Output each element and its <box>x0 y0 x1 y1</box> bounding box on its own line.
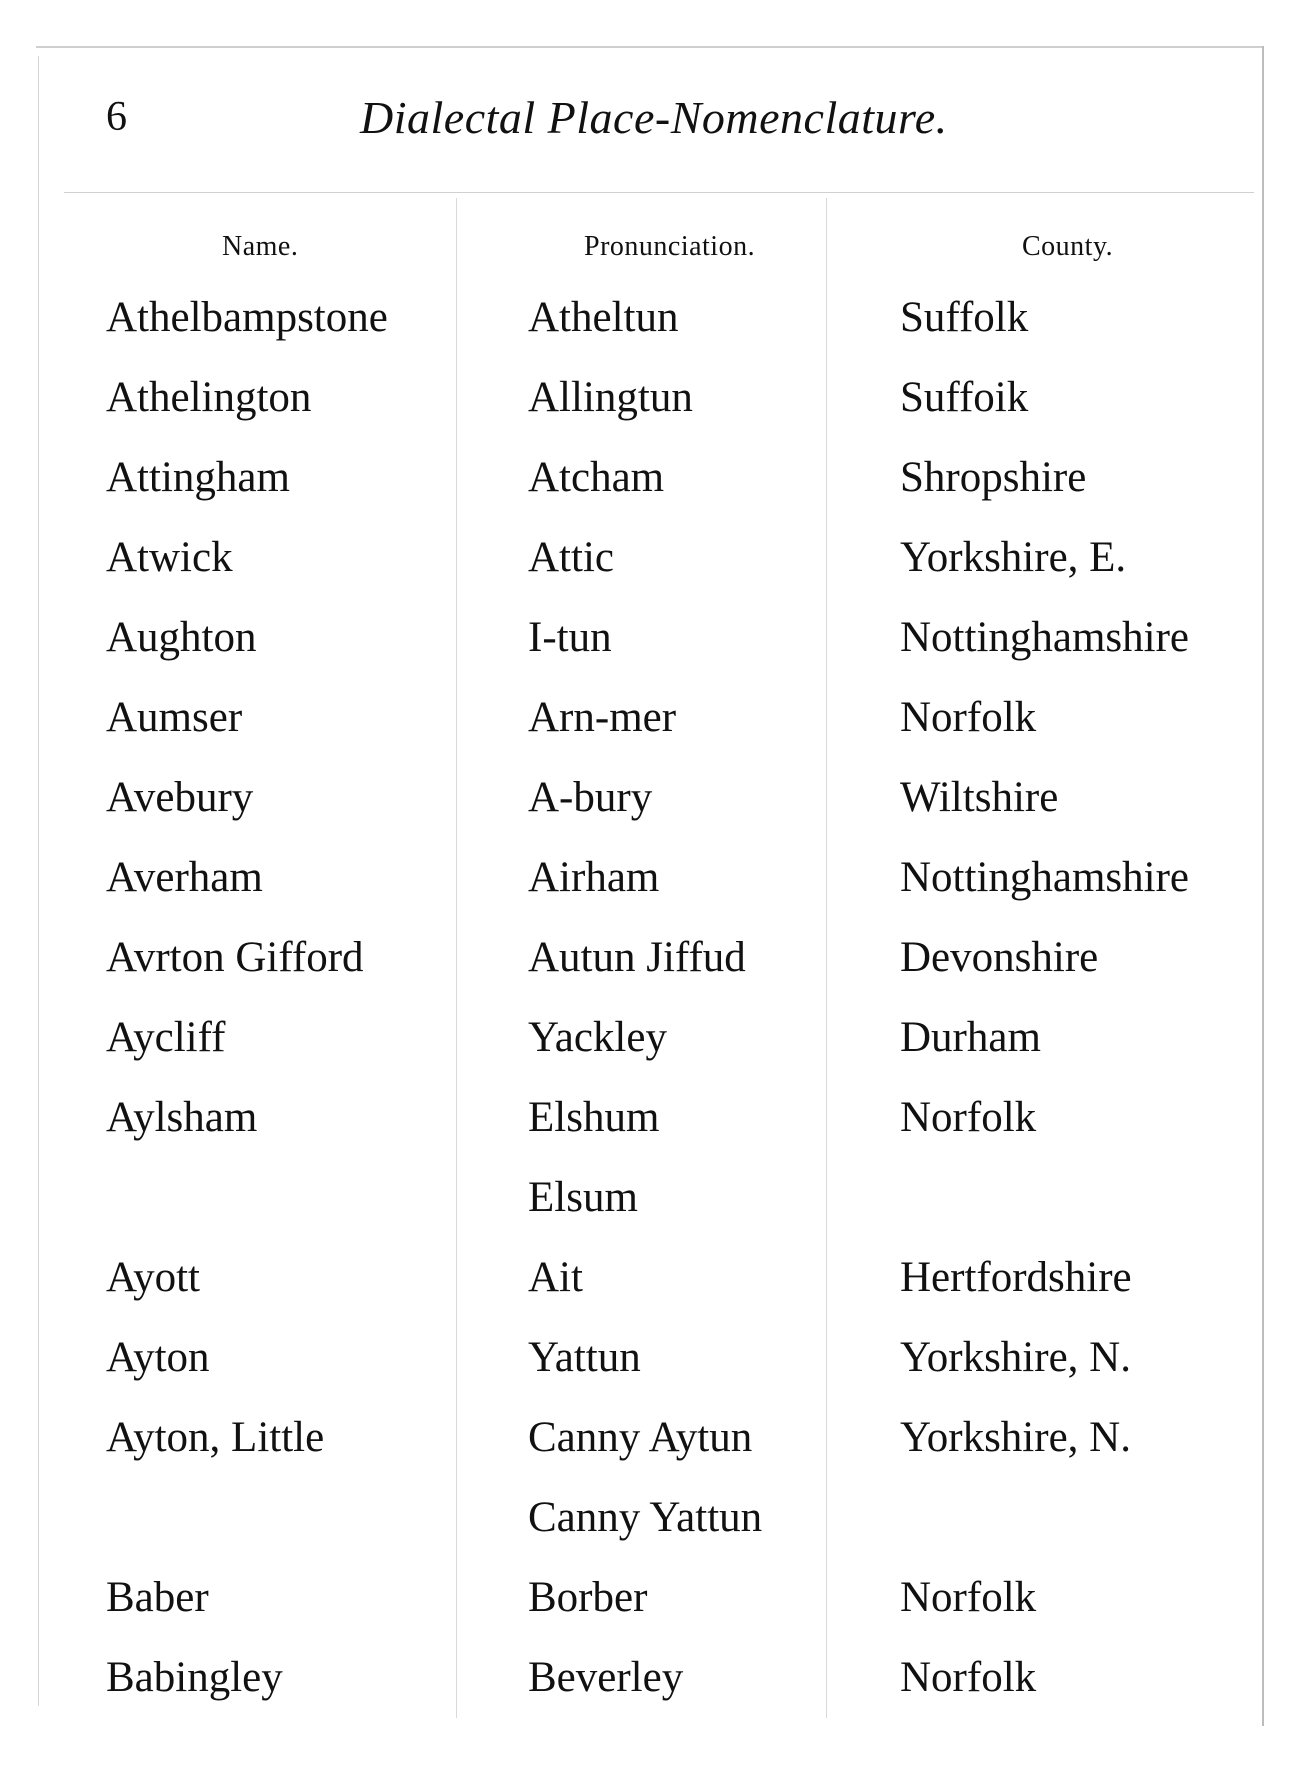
pronunciation-cell: Allingtun <box>528 374 693 421</box>
county-cell: Nottinghamshire <box>900 614 1190 661</box>
place-name-cell: Ayton, Little <box>106 1414 325 1461</box>
table-row <box>0 1490 1301 1570</box>
table-row <box>0 690 1301 770</box>
table-row <box>0 610 1301 690</box>
place-name-cell: Baber <box>106 1574 209 1621</box>
pronunciation-cell: Yattun <box>528 1334 641 1381</box>
table-row <box>0 930 1301 1010</box>
page-top-rule <box>36 46 1264 48</box>
pronunciation-cell: Attic <box>528 534 614 581</box>
pronunciation-cell: Borber <box>528 1574 648 1621</box>
pronunciation-cell: Elsum <box>528 1174 638 1221</box>
county-cell: Durham <box>900 1014 1041 1061</box>
place-name-cell: Athelbampstone <box>106 294 388 341</box>
county-cell: Devonshire <box>900 934 1099 981</box>
page-number: 6 <box>106 94 127 140</box>
county-cell: Hertfordshire <box>900 1254 1132 1301</box>
table-row <box>0 450 1301 530</box>
pronunciation-cell: A-bury <box>528 774 653 821</box>
column-heading-name: Name. <box>222 231 299 262</box>
county-cell: Norfolk <box>900 1574 1037 1621</box>
county-cell: Norfolk <box>900 694 1037 741</box>
place-name-cell: Averham <box>106 854 263 901</box>
table-row <box>0 850 1301 930</box>
pronunciation-cell: Beverley <box>528 1654 684 1701</box>
table-row <box>0 1330 1301 1410</box>
place-name-cell: Aylsham <box>106 1094 258 1141</box>
place-name-cell: Ayton <box>106 1334 210 1381</box>
table-row <box>0 1250 1301 1330</box>
place-name-cell: Ayott <box>106 1254 200 1301</box>
pronunciation-cell: Arn-mer <box>528 694 677 741</box>
place-name-cell: Aumser <box>106 694 243 741</box>
table-row <box>0 1410 1301 1490</box>
pronunciation-cell: Airham <box>528 854 660 901</box>
pronunciation-cell: I-tun <box>528 614 612 661</box>
pronunciation-cell: Autun Jiffud <box>528 934 746 981</box>
place-name-cell: Athelington <box>106 374 312 421</box>
pronunciation-cell: Atheltun <box>528 294 679 341</box>
county-cell: Suffolk <box>900 294 1029 341</box>
county-cell: Yorkshire, N. <box>900 1414 1131 1461</box>
pronunciation-cell: Canny Aytun <box>528 1414 753 1461</box>
county-cell: Norfolk <box>900 1654 1037 1701</box>
table-row <box>0 1170 1301 1250</box>
table-row <box>0 1650 1301 1730</box>
pronunciation-cell: Elshum <box>528 1094 660 1141</box>
table-row <box>0 1090 1301 1170</box>
pronunciation-cell: Yackley <box>528 1014 667 1061</box>
place-name-cell: Avrton Gifford <box>106 934 364 981</box>
header-rule <box>64 192 1254 193</box>
place-name-cell: Atwick <box>106 534 233 581</box>
pronunciation-cell: Ait <box>528 1254 583 1301</box>
column-heading-county: County. <box>1022 231 1114 262</box>
pronunciation-cell: Atcham <box>528 454 665 501</box>
county-cell: Nottinghamshire <box>900 854 1190 901</box>
county-cell: Yorkshire, E. <box>900 534 1127 581</box>
table-row <box>0 530 1301 610</box>
place-name-cell: Babingley <box>106 1654 283 1701</box>
county-cell: Norfolk <box>900 1094 1037 1141</box>
place-name-cell: Avebury <box>106 774 254 821</box>
place-name-table <box>0 290 1301 1730</box>
table-row <box>0 770 1301 850</box>
column-heading-pronunciation: Pronunciation. <box>584 231 756 262</box>
table-row <box>0 370 1301 450</box>
place-name-cell: Aughton <box>106 614 257 661</box>
pronunciation-cell: Canny Yattun <box>528 1494 763 1541</box>
place-name-cell: Aycliff <box>106 1014 226 1061</box>
place-name-cell: Attingham <box>106 454 290 501</box>
county-cell: Yorkshire, N. <box>900 1334 1131 1381</box>
county-cell: Wiltshire <box>900 774 1059 821</box>
county-cell: Shropshire <box>900 454 1087 501</box>
table-row <box>0 1010 1301 1090</box>
running-head: Dialectal Place-Nomenclature. <box>360 92 948 143</box>
table-row <box>0 1570 1301 1650</box>
county-cell: Suffoik <box>900 374 1029 421</box>
table-row <box>0 290 1301 370</box>
